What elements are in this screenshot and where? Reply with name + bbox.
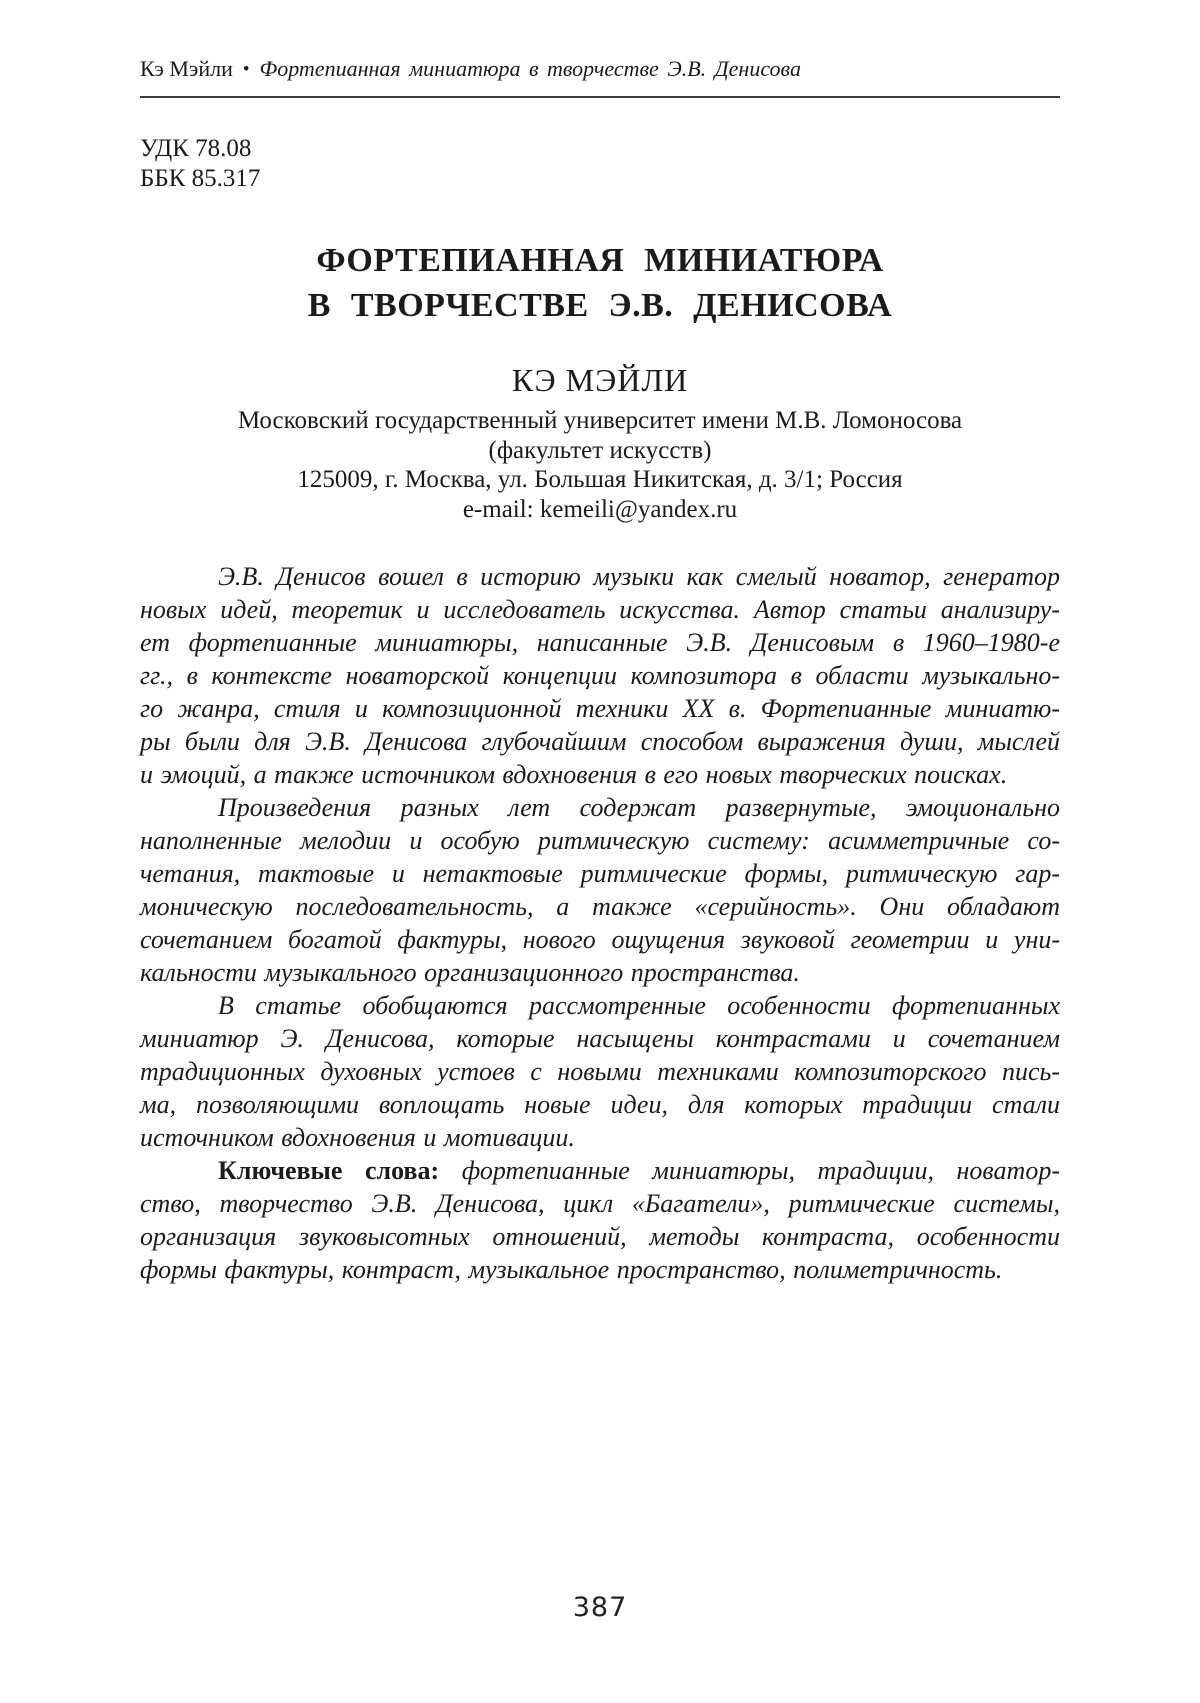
abstract-line: гг., в контексте новаторской концепции композитора в области музыкально-: [140, 661, 1060, 690]
abstract-line: Э.В. Денисов вошел в историю музыки как смелый новатор, генератор: [218, 562, 1060, 591]
affiliation-faculty: (факультет искусств): [488, 436, 712, 464]
running-header: [140, 0, 1060, 98]
bbk-code: ББК 85.317: [140, 165, 261, 192]
abstract-line: новых идей, теоретик и исследователь искусства. Автор статьи анализиру-: [140, 595, 1060, 624]
abstract-line: Произведения разных лет содержат развернутые, эмоционально: [218, 793, 1060, 822]
abstract-line: традиционных духовных устоев с новыми техниками композиторского пись-: [140, 1057, 1060, 1086]
affiliation-address: 125009, г. Москва, ул. Большая Никитская, д. 3/1; Россия: [297, 466, 903, 493]
abstract-paragraph: [140, 989, 1060, 1154]
abstract-line: и эмоций, а также источником вдохновения в его новых творческих поисках.: [140, 760, 1008, 789]
bullet-separator: •: [242, 59, 250, 80]
page-number: 387: [572, 1592, 628, 1623]
author-affiliation: [140, 406, 1060, 524]
abstract-paragraph: [140, 791, 1060, 989]
abstract-line: наполненные мелодии и особую ритмическую систему: асимметричные со-: [140, 826, 1060, 855]
abstract-line: ет фортепианные миниатюры, написанные Э.В. Денисовым в 1960–1980-е: [140, 628, 1060, 657]
article-title-line-2: В ТВОРЧЕСТВЕ Э.В. ДЕНИСОВА: [307, 287, 893, 324]
abstract-line: ма, позволяющими воплощать новые идеи, для которых традиции стали: [140, 1090, 1060, 1119]
running-header-title: Фортепианная миниатюра в творчестве Э.В. Денисова: [259, 56, 801, 81]
running-header-author: Кэ Мэйли: [140, 56, 233, 81]
affiliation-university: Московский государственный университет имени М.В. Ломоносова: [237, 407, 963, 434]
page-content: [140, 0, 1060, 1286]
abstract-paragraph: [140, 560, 1060, 791]
abstract-line: четания, тактовые и нетактовые ритмические формы, ритмическую гар-: [140, 859, 1060, 888]
abstract-paragraph: [140, 1154, 1060, 1286]
article-title: [140, 238, 1060, 328]
abstract: [140, 560, 1060, 1286]
abstract-line: В статье обобщаются рассмотренные особенности фортепианных: [218, 991, 1060, 1020]
abstract-line: ство, творчество Э.В. Денисова, цикл «Багатели», ритмические системы,: [140, 1189, 1060, 1218]
abstract-line: моническую последовательность, а также «серийность». Они обладают: [140, 892, 1060, 921]
abstract-line: организация звуковысотных отношений, методы контраста, особенности: [140, 1222, 1060, 1251]
abstract-line: формы фактуры, контраст, музыкальное пространство, полиметричность.: [140, 1255, 1003, 1284]
abstract-line: Ключевые слова: фортепианные миниатюры, традиции, новатор-: [218, 1156, 1060, 1185]
article-title-line-1: ФОРТЕПИАННАЯ МИНИАТЮРА: [316, 242, 884, 279]
abstract-line: кальности музыкального организационного пространства.: [140, 958, 800, 987]
classification-codes: [140, 134, 1060, 194]
abstract-line: ры были для Э.В. Денисова глубочайшим способом выражения души, мыслей: [140, 727, 1060, 756]
abstract-line: источником вдохновения и мотивации.: [140, 1123, 575, 1152]
author-name: КЭ МЭЙЛИ: [511, 362, 689, 398]
abstract-line: миниатюр Э. Денисова, которые насыщены контрастами и сочетанием: [140, 1024, 1060, 1053]
udc-code: УДК 78.08: [140, 135, 252, 162]
abstract-line: сочетанием богатой фактуры, нового ощущения звуковой геометрии и уни-: [140, 925, 1060, 954]
abstract-line: го жанра, стиля и композиционной техники XX в. Фортепианные миниатю-: [140, 694, 1060, 723]
keywords-label: Ключевые слова:: [218, 1156, 440, 1185]
author-email: e-mail: kemeili@yandex.ru: [462, 495, 738, 523]
